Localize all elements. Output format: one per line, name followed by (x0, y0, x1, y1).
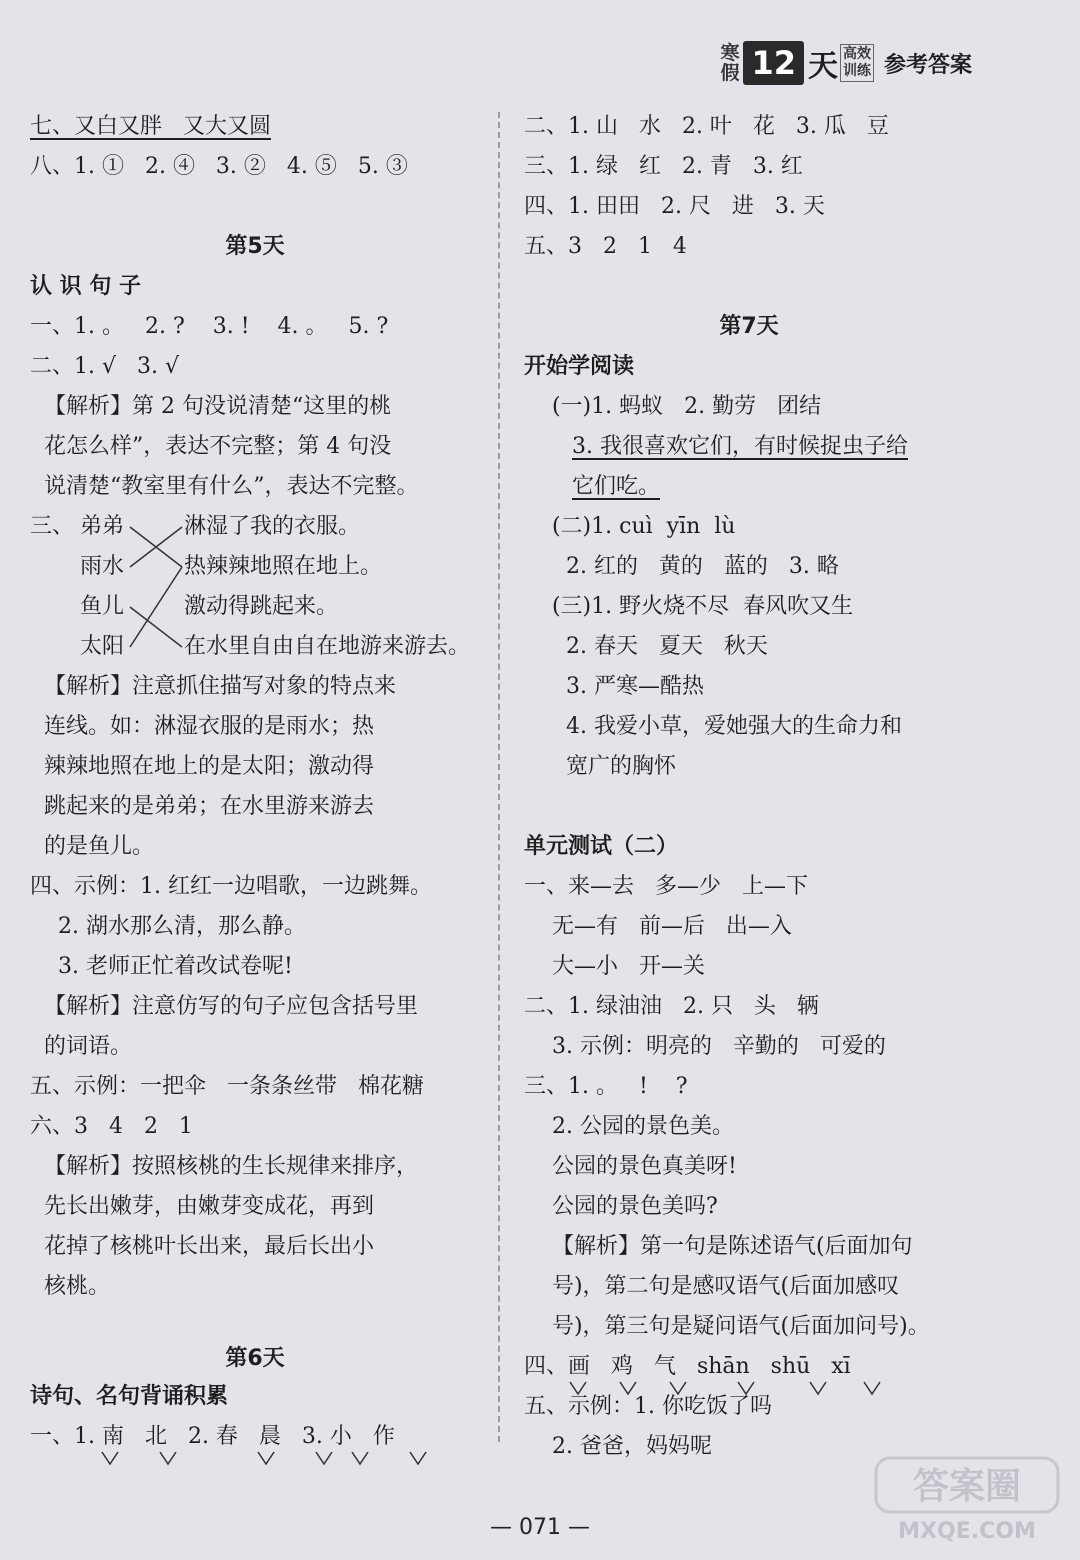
unit-analysis-line2: 号)，第二句是感叹语气(后面加感叹 (524, 1274, 900, 1299)
header-vacation-top: 寒 (720, 42, 740, 64)
answer-eight: 八、1. ① 2. ④ 3. ② 4. ⑤ 5. ③ (30, 154, 408, 179)
day5-analysis2-line1: 【解析】注意抓住描写对象的特点来 (30, 674, 396, 699)
answer-three: 三、1. 绿 红 2. 青 3. 红 (524, 154, 803, 179)
answer-two: 二、1. 山 水 2. 叶 花 3. 瓜 豆 (524, 114, 889, 139)
day5-analysis4-line2: 先长出嫩芽，由嫩芽变成花，再到 (30, 1194, 374, 1219)
unit-q5-line2: 2. 爸爸，妈妈呢 (524, 1434, 712, 1459)
watermark-graphic (872, 1454, 1062, 1546)
unit-q4: 四、画 鸡 气 shān shū xī (524, 1354, 851, 1379)
header-day: 天 (807, 49, 838, 84)
day5-q4-line1: 四、示例：1. 红红一边唱歌，一边跳舞。 (30, 874, 432, 899)
match-line-2 (130, 527, 182, 567)
day7-part3-q4-line1: 4. 我爱小草，爱她强大的生命力和 (524, 714, 902, 739)
day7-part3-q2: 2. 春天 夏天 秋天 (524, 634, 768, 659)
match-line-4 (130, 567, 182, 647)
day6-section-title: 诗句、名句背诵积累 (30, 1384, 229, 1409)
day5-q2: 二、1. √ 3. √ (30, 354, 179, 379)
day5-heading: 第5天 (225, 234, 285, 259)
answer-four: 四、1. 田田 2. 尺 进 3. 天 (524, 194, 825, 219)
check-mark (316, 1452, 332, 1464)
match-right-4: 在水里自由自在地游来游去。 (184, 634, 471, 659)
header (720, 40, 972, 86)
check-mark (410, 1452, 426, 1464)
day6-heading: 第6天 (225, 1346, 285, 1371)
unit-q3-line1: 三、1. 。 ! ? (524, 1074, 688, 1099)
match-line-3 (130, 607, 182, 647)
day5-analysis2-line2: 连线。如：淋湿衣服的是雨水；热 (30, 714, 374, 739)
header-number: 12 (743, 41, 804, 85)
unit-analysis-line3: 号)，第三句是疑问语气(后面加问号)。 (524, 1314, 930, 1339)
header-xunlian: 训练 (842, 63, 871, 79)
unit-q5-line1: 五、示例：1. 你吃饭了吗 (524, 1394, 772, 1419)
match-left-3: 鱼儿 (80, 594, 125, 619)
day7-heading: 第7天 (719, 314, 779, 339)
unit-q1-line2: 无—有 前—后 出—入 (524, 914, 792, 939)
day5-analysis3-line1: 【解析】注意仿写的句子应包含括号里 (30, 994, 418, 1019)
day5-analysis4-line4: 核桃。 (30, 1274, 110, 1299)
day5-analysis2-line3: 辣辣地照在地上的是太阳；激动得 (30, 754, 374, 779)
day5-analysis4-line1: 【解析】按照核桃的生长规律来排序， (30, 1154, 418, 1179)
watermark-top: 答案圈 (912, 1466, 1022, 1507)
unit-q2-line1: 二、1. 绿油油 2. 只 头 辆 (524, 994, 819, 1019)
answer-five: 五、3 2 1 4 (524, 234, 687, 259)
check-mark (810, 1382, 826, 1394)
day7-part1-q3-line1 (572, 432, 908, 462)
day5-q1: 一、1. 。 2. ? 3. ! 4. 。 5. ? (30, 314, 389, 339)
column-divider (498, 112, 500, 1442)
day5-analysis3-line2: 的词语。 (30, 1034, 132, 1059)
header-title: 参考答案 (883, 52, 972, 78)
day7-part2-q2: 2. 红的 黄的 蓝的 3. 略 (524, 554, 839, 579)
match-right-2: 热辣辣地照在地上。 (184, 554, 383, 579)
day7-part3: (三)1. 野火烧不尽 春风吹又生 (524, 594, 854, 619)
day7-part1: (一)1. 蚂蚁 2. 勤劳 团结 (524, 394, 822, 419)
match-line-1 (130, 527, 182, 567)
day5-analysis1-line2: 花怎么样”，表达不完整；第 4 句没 (30, 434, 392, 459)
watermark-logo (872, 1454, 1062, 1546)
match-left-2: 雨水 (80, 554, 125, 579)
unit-q3-line3: 公园的景色真美呀! (524, 1154, 737, 1179)
day7-part3-q3: 3. 严寒—酷热 (524, 674, 704, 699)
day7-part1-q3-line1-text: 3. 我很喜欢它们，有时候捉虫子给 (572, 434, 908, 459)
page-number: — 071 — (490, 1515, 590, 1540)
match-left-4: 太阳 (80, 634, 125, 659)
day7-section-title: 开始学阅读 (524, 354, 635, 379)
day5-section-title: 认 识 句 子 (30, 274, 141, 299)
match-right-1: 淋湿了我的衣服。 (184, 514, 361, 539)
day5-q5: 五、示例：一把伞 一条条丝带 棉花糖 (30, 1074, 424, 1099)
day5-analysis1-line3: 说清楚“教室里有什么”，表达不完整。 (30, 474, 419, 499)
day5-analysis2-line5: 的是鱼儿。 (30, 834, 154, 859)
unit-q1-line3: 大—小 开—关 (524, 954, 705, 979)
day7-part2: (二)1. cuì yīn lù (524, 514, 736, 539)
check-mark (102, 1452, 118, 1464)
unit-test-title: 单元测试（二） (524, 834, 679, 859)
match-right-3: 激动得跳起来。 (184, 594, 339, 619)
match-left-1: 弟弟 (80, 514, 125, 539)
header-training-badge (840, 44, 874, 82)
unit-q3-line4: 公园的景色美吗? (524, 1194, 718, 1219)
day5-analysis1-line1: 【解析】第 2 句没说清楚“这里的桃 (30, 394, 392, 419)
day6-q1: 一、1. 南 北 2. 春 晨 3. 小 作 (30, 1424, 395, 1449)
answer-seven-text: 七、又白又胖 又大又圆 (30, 114, 271, 139)
check-mark (160, 1452, 176, 1464)
check-mark (258, 1452, 274, 1464)
header-vacation-bottom: 假 (720, 62, 740, 84)
unit-q1-line1: 一、来—去 多—少 上—下 (524, 874, 808, 899)
day7-part1-q3-line2 (572, 472, 660, 502)
check-mark (352, 1452, 368, 1464)
header-vacation (720, 43, 739, 83)
watermark-bottom: MXQE.COM (898, 1519, 1036, 1544)
day5-q4-line3: 3. 老师正忙着改试卷呢! (30, 954, 293, 979)
unit-analysis-line1: 【解析】第一句是陈述语气(后面加句 (524, 1234, 913, 1259)
unit-q3-line2: 2. 公园的景色美。 (524, 1114, 734, 1139)
day5-q4-line2: 2. 湖水那么清，那么静。 (30, 914, 306, 939)
day7-part3-q4-line2: 宽广的胸怀 (524, 754, 676, 779)
day5-q6: 六、3 4 2 1 (30, 1114, 193, 1139)
day5-analysis2-line4: 跳起来的是弟弟；在水里游来游去 (30, 794, 374, 819)
day7-part1-q3-line2-text: 它们吃。 (572, 474, 661, 499)
day5-analysis4-line3: 花掉了核桃叶长出来，最后长出小 (30, 1234, 374, 1259)
header-gaoxiao: 高效 (842, 46, 871, 62)
unit-q2-line2: 3. 示例：明亮的 辛勤的 可爱的 (524, 1034, 886, 1059)
day5-q3-label: 三、 (30, 514, 75, 539)
check-mark (864, 1382, 880, 1394)
answer-seven (30, 112, 271, 142)
